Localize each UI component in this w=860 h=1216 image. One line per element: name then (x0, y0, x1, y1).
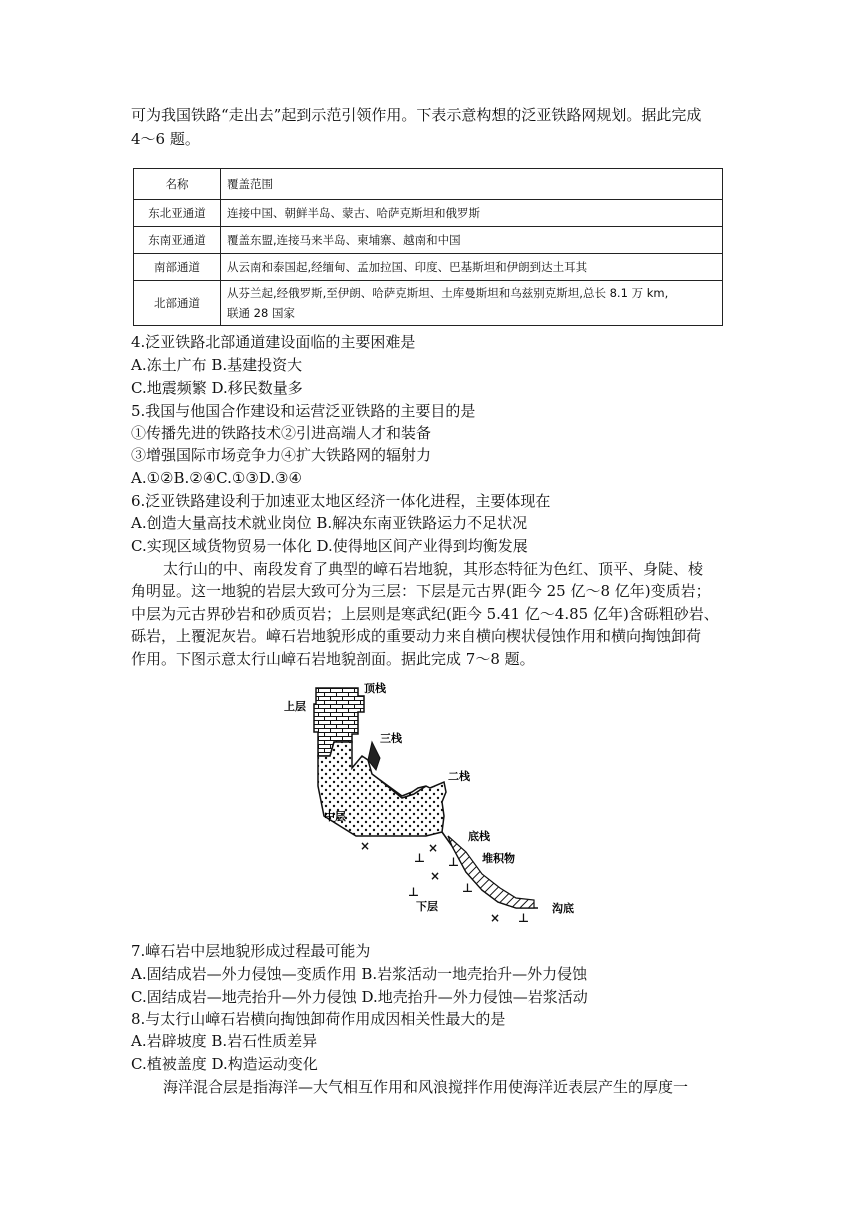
q4-options-2: C.地震频繁 D.移民数量多 (131, 379, 303, 397)
label-bottom-ledge: 底栈 (468, 830, 490, 843)
table-cell-name: 东南亚通道 (134, 227, 221, 254)
label-gully-bottom: 沟底 (552, 902, 574, 915)
passage-2-line-2: 角明显。这一地貌的岩层大致可分为三层：下层是元古界(距今 25 亿～8 亿年)变质岩； (131, 582, 711, 600)
q5-stem: 5.我国与他国合作建设和运营泛亚铁路的主要目的是 (131, 402, 476, 420)
q8-stem: 8.与太行山嶂石岩横向掏蚀卸荷作用成因相关性最大的是 (131, 1010, 506, 1028)
table-header-name: 名称 (134, 169, 221, 200)
q6-options-1: A.创造大量高技术就业岗位 B.解决东南亚铁路运力不足状况 (131, 514, 528, 532)
q6-options-2: C.实现区域货物贸易一体化 D.使得地区间产业得到均衡发展 (131, 537, 528, 555)
svg-text:×: × (428, 841, 439, 855)
q8-options-2: C.植被盖度 D.构造运动变化 (131, 1055, 318, 1073)
q7-options-2: C.固结成岩—地壳抬升—外力侵蚀 D.地壳抬升—外力侵蚀—岩浆活动 (131, 988, 588, 1006)
table-cell-coverage (221, 281, 723, 326)
table-row (134, 254, 723, 281)
q6-stem: 6.泛亚铁路建设利于加速亚太地区经济一体化进程，主要体现在 (131, 492, 551, 510)
table-header-row (134, 169, 723, 200)
svg-text:×: × (490, 911, 501, 925)
table-row (134, 281, 723, 326)
q8-options-1: A.岩辟坡度 B.岩石性质差异 (131, 1032, 318, 1050)
svg-text:⊥: ⊥ (448, 855, 459, 869)
passage-2-line-3: 中层为元古界砂岩和砂质页岩；上层则是寒武纪(距今 5.41 亿～4.85 亿年)含砾粗砂岩、 (131, 605, 719, 623)
label-deposit: 堆积物 (482, 852, 515, 865)
intro-line-2: 4～6 题。 (131, 130, 200, 148)
table-cell-coverage: 从云南和泰国起,经缅甸、孟加拉国、印度、巴基斯坦和伊朗到达土耳其 (221, 254, 723, 281)
q4-stem: 4.泛亚铁路北部通道建设面临的主要困难是 (131, 333, 416, 351)
railway-plan-table (133, 168, 723, 326)
table-header-coverage: 覆盖范围 (221, 169, 723, 200)
table-cell-coverage-line-1: 从芬兰起,经俄罗斯,至伊朗、哈萨克斯坦、土库曼斯坦和乌兹别克斯坦,总长 8.1 万 km, (227, 286, 669, 300)
table-cell-name: 北部通道 (134, 281, 221, 326)
svg-text:⊥: ⊥ (408, 885, 419, 899)
svg-text:⊥: ⊥ (462, 881, 473, 895)
q7-stem: 7.嶂石岩中层地貌形成过程最可能为 (131, 942, 371, 960)
passage-2-line-5: 作用。下图示意太行山嶂石岩地貌剖面。据此完成 7～8 题。 (131, 650, 535, 668)
deposit-shape (448, 836, 534, 908)
label-third-ledge: 三栈 (380, 732, 402, 745)
table-cell-coverage-line-2: 联通 28 国家 (227, 306, 295, 320)
passage-2-line-1: 太行山的中、南段发育了典型的嶂石岩地貌，其形态特征为色红、顶平、身陡、棱 (163, 560, 704, 578)
q5-options: A.①②B.②④C.①③D.③④ (131, 469, 302, 487)
svg-text:×: × (360, 839, 371, 853)
svg-text:⊥: ⊥ (518, 911, 529, 925)
table-row (134, 227, 723, 254)
landform-profile-figure (276, 676, 602, 932)
table-cell-coverage: 覆盖东盟,连接马来半岛、柬埔寨、越南和中国 (221, 227, 723, 254)
svg-text:×: × (430, 869, 441, 883)
q5-statements-2: ③增强国际市场竞争力④扩大铁路网的辐射力 (131, 446, 432, 464)
label-top-ledge: 顶栈 (364, 682, 386, 695)
label-middle-layer: 中层 (324, 810, 346, 823)
q4-options-1: A.冻土广布 B.基建投资大 (131, 356, 303, 374)
passage-2-line-4: 砾岩，上覆泥灰岩。嶂石岩地貌形成的重要动力来自横向楔状侵蚀作用和横向掏蚀卸荷 (131, 627, 702, 645)
q7-options-1: A.固结成岩—外力侵蚀—变质作用 B.岩浆活动一地壳抬升—外力侵蚀 (131, 965, 588, 983)
passage-3-line-1: 海洋混合层是指海洋—大气相互作用和风浪搅拌作用使海洋近表层产生的厚度一 (163, 1078, 689, 1096)
intro-line-1: 可为我国铁路“走出去”起到示范引领作用。下表示意构想的泛亚铁路网规划。据此完成 (131, 106, 702, 124)
label-second-ledge: 二栈 (448, 770, 470, 783)
label-lower-layer: 下层 (416, 900, 438, 913)
q5-statements-1: ①传播先进的铁路技术②引进高端人才和装备 (131, 424, 432, 442)
table-row (134, 200, 723, 227)
svg-text:⊥: ⊥ (414, 851, 425, 865)
table-cell-name: 东北亚通道 (134, 200, 221, 227)
label-upper-layer: 上层 (284, 700, 306, 713)
table-cell-name: 南部通道 (134, 254, 221, 281)
table-cell-coverage: 连接中国、朝鲜半岛、蒙古、哈萨克斯坦和俄罗斯 (221, 200, 723, 227)
